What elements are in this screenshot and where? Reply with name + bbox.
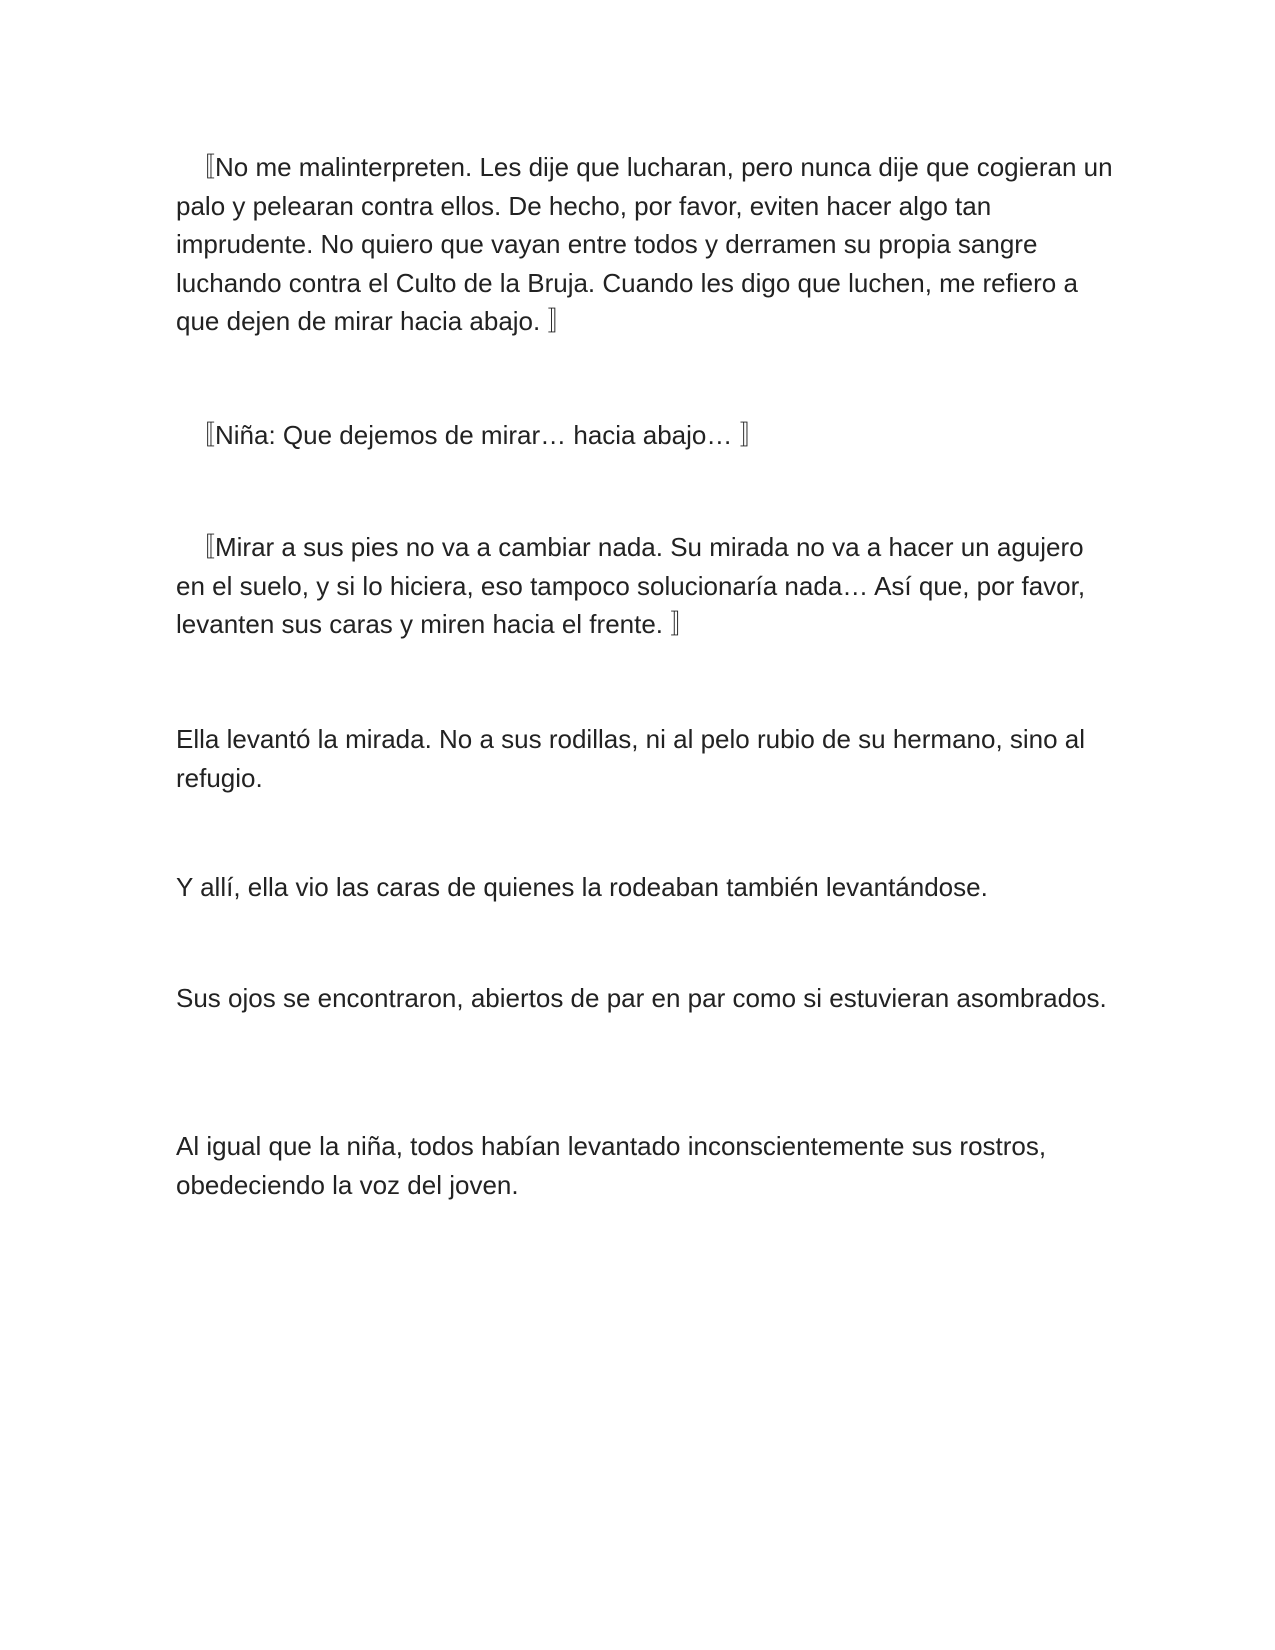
paragraph-narration-4: Al igual que la niña, todos habían levantado inconscientemente sus rostros, obedeciendo la voz del joven. bbox=[176, 1131, 1047, 1200]
paragraph-narration-3: Sus ojos se encontraron, abiertos de par en par como si estuvieran asombrados. bbox=[176, 983, 1107, 1013]
paragraph-dialogue-1: 〚No me malinterpreten. Les dije que lucharan, pero nunca dije que cogieran un palo y pelearan contra ellos. De hecho, por favor, eviten hacer algo tan imprudente. No quiero que vayan entre todos y derramen su propia sangre luchando contra el Culto de la Bruja. Cuando les digo que luchen, me refiero a que dejen de mirar hacia abajo. 〛 bbox=[176, 152, 1113, 336]
paragraph-dialogue-2: 〚Niña: Que dejemos de mirar… hacia abajo… 〛 bbox=[176, 420, 766, 450]
paragraph-narration-1: Ella levantó la mirada. No a sus rodillas, ni al pelo rubio de su hermano, sino al refugio. bbox=[176, 724, 1086, 793]
paragraph-dialogue-3: 〚Mirar a sus pies no va a cambiar nada. Su mirada no va a hacer un agujero en el suelo, y si lo hiciera, eso tampoco solucionaría nada… Así que, por favor, levanten sus caras y miren hacia el frente. 〛 bbox=[176, 532, 1086, 639]
paragraph-narration-2: Y allí, ella vio las caras de quienes la rodeaban también levantándose. bbox=[176, 872, 988, 902]
